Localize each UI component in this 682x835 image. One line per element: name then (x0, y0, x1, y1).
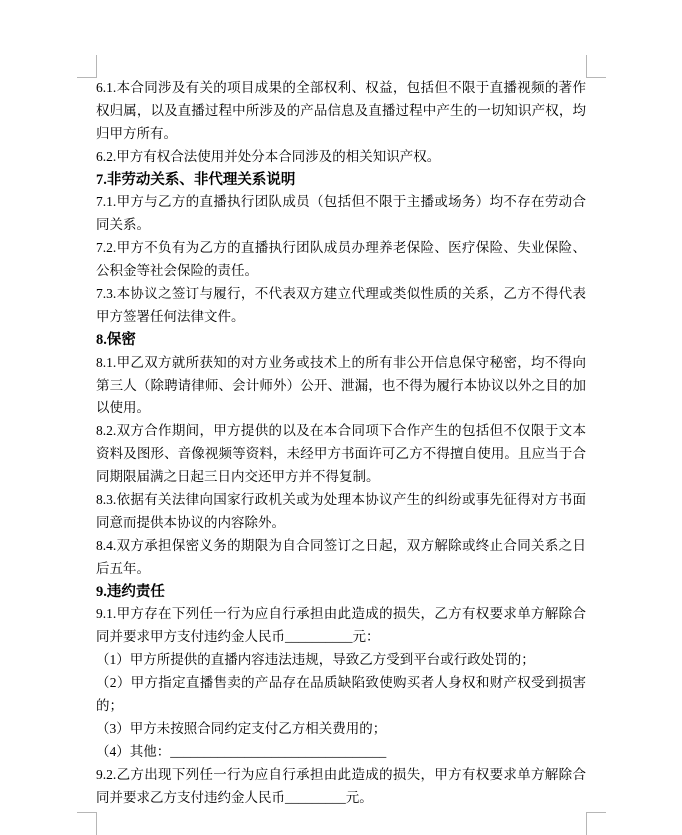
paragraph-clause-8-4 (96, 535, 586, 581)
paragraph-clause-9-2 (96, 764, 586, 810)
paragraph-clause-6-1 (96, 77, 586, 146)
paragraph-clause-7-1 (96, 191, 586, 237)
text-line: 8.4.双方承担保密义务的期限为自合同签订之日起，双方解除或终止合同关系之日 (96, 537, 586, 553)
text-line: 7.2.甲方不负有为乙方的直播执行团队成员办理养老保险、医疗保险、失业保险、 (96, 240, 586, 256)
section-heading: 8.保密 (96, 331, 136, 348)
section-heading: 9.违约责任 (96, 583, 165, 600)
text-line: 甲方签署任何法律文件。 (96, 308, 245, 324)
paragraph-clause-7-3 (96, 283, 586, 329)
section-heading: 7.非劳动关系、非代理关系说明 (96, 171, 296, 188)
text-line: 归甲方所有。 (96, 125, 177, 141)
paragraph-clause-9-1-item-3 (96, 718, 586, 741)
text-line: 9.2.乙方出现下列任一行为应自行承担由此造成的损失，甲方有权要求单方解除合 (96, 766, 586, 782)
paragraph-clause-6-2 (96, 146, 586, 169)
paragraph-clause-9-1-item-2 (96, 672, 586, 718)
paragraph-clause-9-1-item-4 (96, 741, 586, 764)
text-line: 7.1.甲方与乙方的直播执行团队成员（包括但不限于主播或场务）均不存在劳动合 (96, 194, 586, 210)
text-line: 8.2.双方合作期间，甲方提供的以及在本合同项下合作产生的包括但不仅限于文本 (96, 423, 586, 439)
text-line: 资料及图形、音像视频等资料，未经甲方书面许可乙方不得擅自使用。且应当于合 (96, 446, 586, 462)
paragraph-heading-9 (96, 581, 586, 604)
text-boundary-mark-bottom-left (77, 812, 97, 835)
paragraph-clause-9-1 (96, 603, 586, 649)
text-boundary-mark-top-left (77, 55, 97, 78)
paragraph-heading-7 (96, 169, 586, 192)
text-line: 第三人（除聘请律师、会计师外）公开、泄漏，也不得为履行本协议以外之目的加 (96, 377, 586, 393)
text-line: 6.2.甲方有权合法使用并处分本合同涉及的相关知识产权。 (96, 148, 441, 164)
paragraph-clause-8-2 (96, 420, 586, 489)
text-line: （2）甲方指定直播售卖的产品存在品质缺陷致使购买者人身权和财产权受到损害 (96, 675, 586, 691)
text-line: 公积金等社会保险的责任。 (96, 263, 258, 279)
paragraph-clause-7-2 (96, 237, 586, 283)
text-line: 6.1.本合同涉及有关的项目成果的全部权利、权益，包括但不限于直播视频的著作 (96, 80, 586, 95)
text-line: 同期限届满之日起三日内交还甲方并不得复制。 (96, 469, 380, 485)
text-line: 同并要求甲方支付违约金人民币__________元： (96, 629, 380, 645)
text-line: （4）其他：________________________________ (96, 743, 387, 759)
text-line: 7.3.本协议之签订与履行，不代表双方建立代理或类似性质的关系，乙方不得代表 (96, 286, 586, 302)
text-line: 权归属，以及直播过程中所涉及的产品信息及直播过程中产生的一切知识产权，均 (96, 102, 586, 118)
contract-body[interactable] (96, 77, 586, 810)
text-line: （3）甲方未按照合同约定支付乙方相关费用的； (96, 720, 387, 736)
text-line: 以使用。 (96, 400, 150, 416)
text-line: 同并要求乙方支付违约金人民币_________元。 (96, 789, 373, 805)
text-line: 的； (96, 698, 123, 714)
paragraph-clause-8-3 (96, 489, 586, 535)
text-line: 9.1.甲方存在下列任一行为应自行承担由此造成的损失，乙方有权要求单方解除合 (96, 606, 586, 622)
text-line: 8.1.甲乙双方就所获知的对方业务或技术上的所有非公开信息保守秘密，均不得向 (96, 354, 586, 370)
text-boundary-mark-top-right (586, 55, 606, 78)
text-line: 8.3.依据有关法律向国家行政机关或为处理本协议产生的纠纷或事先征得对方书面 (96, 492, 586, 508)
text-line: （1）甲方所提供的直播内容违法违规，导致乙方受到平台或行政处罚的； (96, 652, 535, 668)
text-line: 同意而提供本协议的内容除外。 (96, 514, 285, 530)
paragraph-heading-8 (96, 329, 586, 352)
paragraph-clause-9-1-item-1 (96, 649, 586, 672)
text-boundary-mark-bottom-right (586, 812, 606, 835)
text-line: 后五年。 (96, 560, 150, 576)
text-line: 同关系。 (96, 217, 150, 233)
paragraph-clause-8-1 (96, 352, 586, 421)
